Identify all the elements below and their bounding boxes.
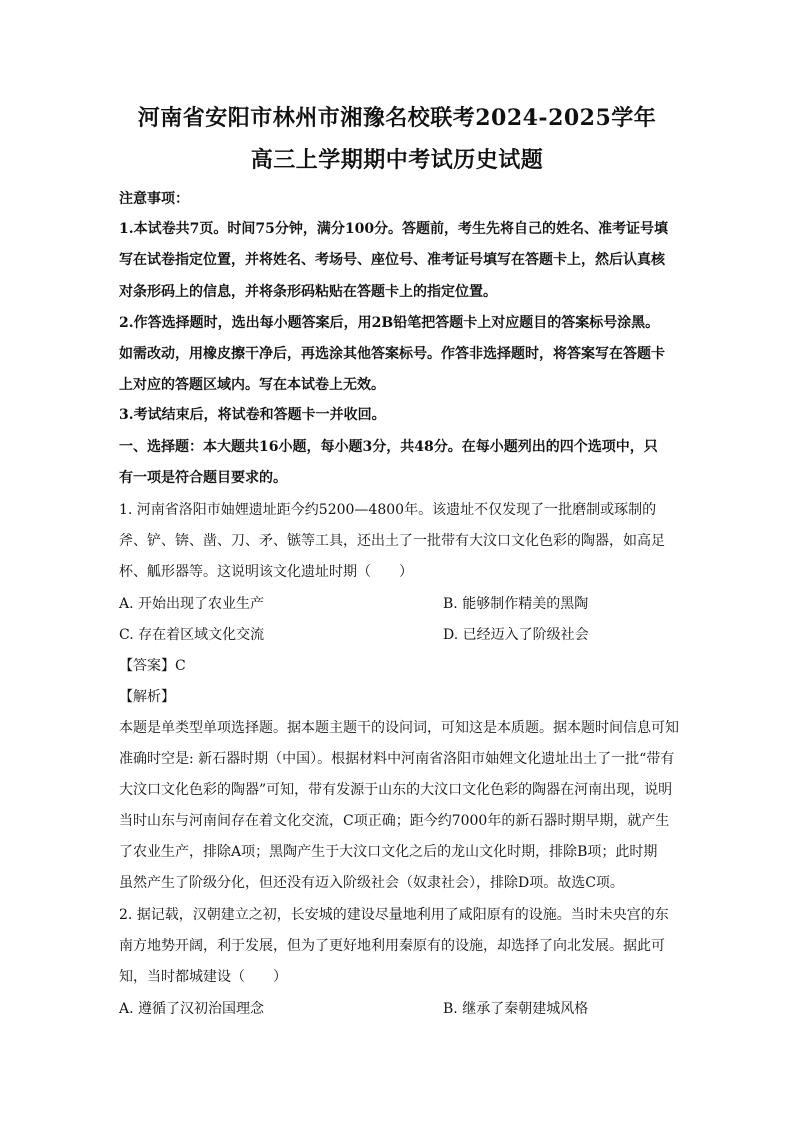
- section-heading-line: 一、选择题：本大题共16小题，每小题3分，共48分。在每小题列出的四个选项中，只: [119, 439, 658, 455]
- q1-stem-line: 杯、觚形器等。这说明该文化遗址时期（ ）: [119, 564, 413, 580]
- q1-analysis-line: 了农业生产，排除A项；黑陶产生于大汶口文化之后的龙山文化时期，排除B项；此时期: [119, 844, 658, 860]
- q1-analysis-line: 当时山东与河南间存在着文化交流，C项正确；距今约7000年的新石器时期早期，就产生: [119, 813, 670, 829]
- q2-stem-line: 知，当时都城建设（ ）: [119, 969, 287, 985]
- notice-line: 1.本试卷共7页。时间75分钟，满分100分。答题前，考生先将自己的姓名、准考证号填: [119, 221, 669, 237]
- q1-option-d: D. 已经迈入了阶级社会: [443, 627, 589, 643]
- q2-stem-line: 南方地势开阔，利于发展，但为了更好地利用秦原有的设施，却选择了向北发展。据此可: [119, 938, 665, 954]
- q1-analysis-heading: 【解析】: [119, 689, 175, 705]
- notice-line: 2.作答选择题时，选出每小题答案后，用2B铅笔把答题卡上对应题目的答案标号涂黑。: [119, 315, 660, 331]
- notice-line: 上对应的答题区域内。写在本试卷上无效。: [119, 377, 385, 393]
- q1-option-b: B. 能够制作精美的黑陶: [443, 596, 589, 612]
- section-heading-line: 有一项是符合题目要求的。: [119, 470, 287, 486]
- q1-analysis-line: 准确时空是: 新石器时期（中国）。根据材料中河南省洛阳市妯娌文化遗址出土了一批“带有: [119, 751, 675, 767]
- notice-heading: 注意事项：: [119, 191, 189, 207]
- q2-option-a: A. 遵循了汉初治国理念: [119, 1001, 265, 1017]
- q1-option-c: C. 存在着区域文化交流: [119, 627, 265, 643]
- q1-option-a: A. 开始出现了农业生产: [119, 596, 265, 612]
- notice-line: 对条形码上的信息，并将条形码粘贴在答题卡上的指定位置。: [119, 284, 497, 300]
- q1-stem-line: 斧、铲、锛、凿、刀、矛、镞等工具，还出土了一批带有大汶口文化色彩的陶器，如高足: [119, 533, 665, 549]
- q1-analysis-line: 大汶口文化色彩的陶器”可知，带有发源于山东的大汶口文化色彩的陶器在河南出现，说明: [119, 782, 673, 798]
- q1-stem-line: 1. 河南省洛阳市妯娌遗址距今约5200—4800年。该遗址不仅发现了一批磨制或琢制的: [119, 502, 657, 518]
- exam-title-line-1: 河南省安阳市林州市湘豫名校联考2024-2025学年: [137, 105, 657, 131]
- exam-title-line-2: 高三上学期期中考试历史试题: [250, 147, 544, 173]
- q1-answer: 【答案】C: [119, 658, 186, 674]
- notice-line: 3.考试结束后，将试卷和答题卡一并收回。: [119, 407, 386, 423]
- notice-line: 写在试卷指定位置，并将姓名、考场号、座位号、准考证号填写在答题卡上，然后认真核: [119, 252, 665, 268]
- q2-option-b: B. 继承了秦朝建城风格: [443, 1001, 589, 1017]
- q2-stem-line: 2. 据记载，汉朝建立之初，长安城的建设尽量地利用了咸阳原有的设施。当时未央宫的东: [119, 907, 669, 923]
- notice-line: 如需改动，用橡皮擦干净后，再选涂其他答案标号。作答非选择题时，将答案写在答题卡: [119, 346, 665, 362]
- q1-analysis-line: 本题是单类型单项选择题。据本题主题干的设问词，可知这是本质题。据本题时间信息可知: [119, 720, 679, 736]
- q1-analysis-line: 虽然产生了阶级分化，但还没有迈入阶级社会（奴隶社会），排除D项。故选C项。: [119, 875, 624, 891]
